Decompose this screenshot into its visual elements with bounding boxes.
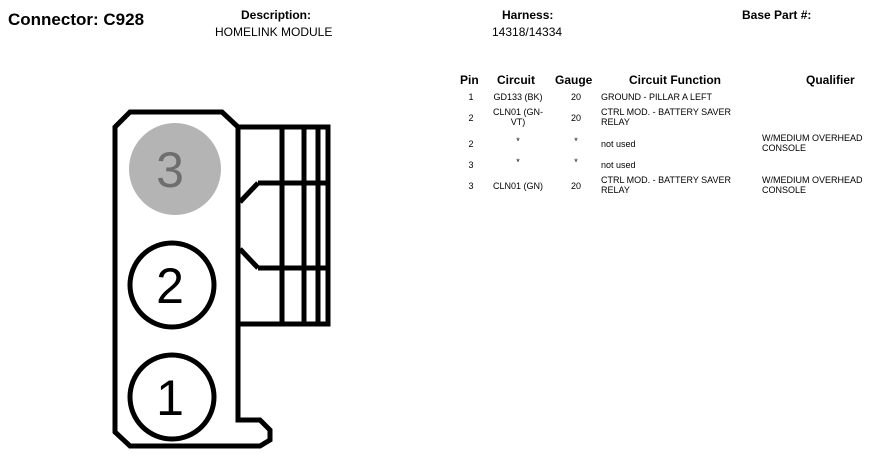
row-4-circuit: * — [516, 157, 520, 167]
row-2-function: CTRL MOD. - BATTERY SAVER RELAY — [601, 107, 732, 127]
column-header-circuit: Circuit — [497, 73, 536, 87]
row-4-pin: 3 — [468, 160, 474, 170]
row-2-circuit: CLN01 (GN- VT) — [492, 107, 543, 127]
description-label: Description: — [241, 8, 312, 22]
connector-title: Connector: C928 — [8, 10, 145, 29]
row-2-pin: 2 — [468, 113, 474, 123]
description-value: HOMELINK MODULE — [215, 25, 333, 39]
row-4-gauge: * — [574, 157, 578, 167]
row-5-qualifier: W/MEDIUM OVERHEAD CONSOLE — [762, 175, 863, 195]
harness-value: 14318/14334 — [492, 25, 563, 39]
row-3-pin: 2 — [468, 139, 474, 149]
base-part-label: Base Part #: — [742, 8, 812, 22]
latch-arm-lower — [240, 249, 258, 268]
latch-arm-upper — [240, 183, 258, 202]
column-header-gauge: Gauge — [555, 73, 593, 87]
pin-3-label: 3 — [156, 142, 184, 198]
row-5-function: CTRL MOD. - BATTERY SAVER RELAY — [601, 175, 732, 195]
row-1-function: GROUND - PILLAR A LEFT — [601, 92, 713, 102]
pin-2-label: 2 — [156, 258, 184, 314]
column-header-qualifier: Qualifier — [806, 73, 855, 87]
row-3-function: not used — [601, 139, 636, 149]
row-3-gauge: * — [574, 136, 578, 146]
row-5-gauge: 20 — [570, 181, 581, 191]
row-1-gauge: 20 — [570, 92, 581, 102]
row-2-gauge: 20 — [570, 113, 581, 123]
pin-1-label: 1 — [156, 370, 184, 426]
row-3-circuit: * — [516, 136, 520, 146]
column-header-circuit-function: Circuit Function — [629, 73, 721, 87]
row-5-pin: 3 — [468, 181, 474, 191]
row-4-function: not used — [601, 160, 636, 170]
row-1-circuit: GD133 (BK) — [493, 92, 543, 102]
row-5-circuit: CLN01 (GN) — [492, 181, 543, 191]
column-header-pin: Pin — [460, 73, 479, 87]
harness-label: Harness: — [502, 8, 554, 22]
row-1-pin: 1 — [468, 92, 474, 102]
row-3-qualifier: W/MEDIUM OVERHEAD CONSOLE — [762, 133, 863, 153]
